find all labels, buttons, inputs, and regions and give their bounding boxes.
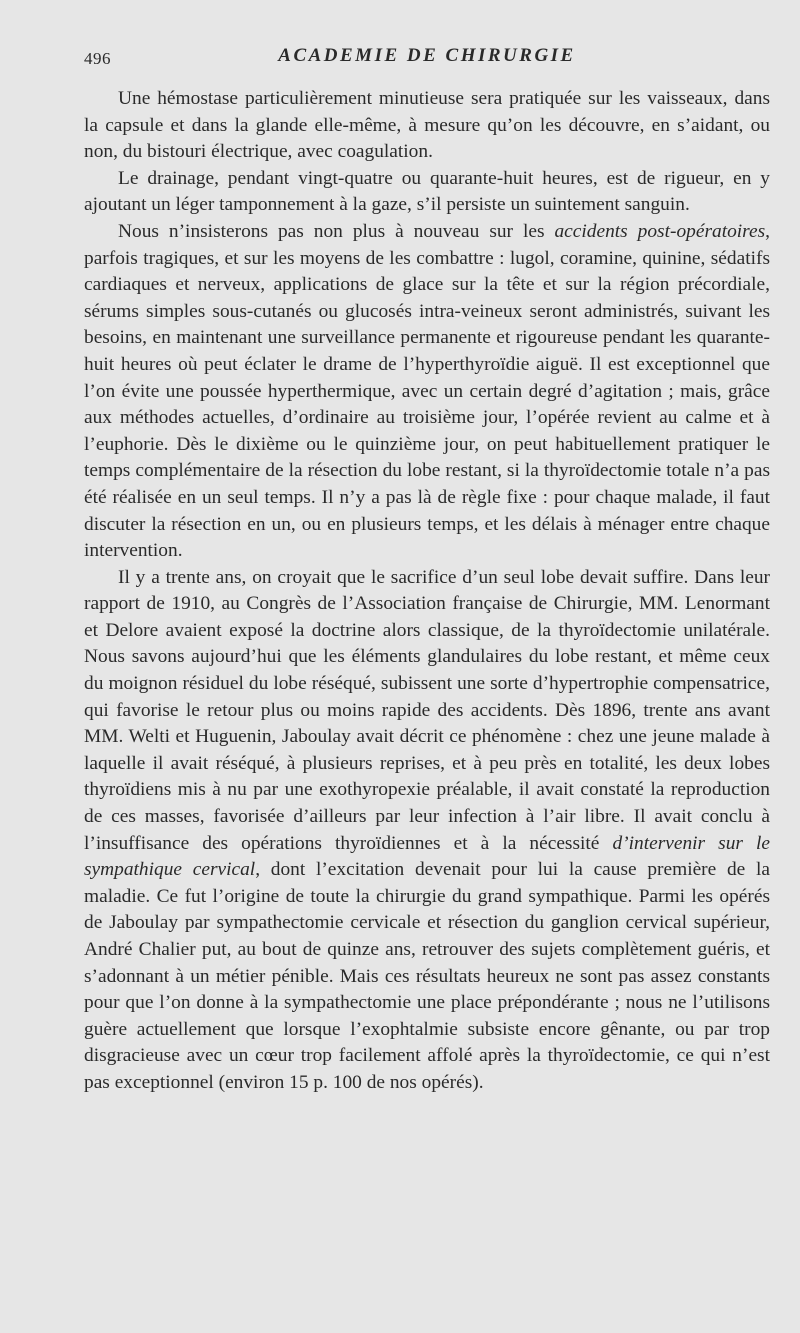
paragraph-text-end: , dont l’excitation devenait pour lui la cause première de la maladie. Ce fut l’origine de toute la chirurgie du grand sympathique. Parmi les opérés de Jaboulay par sympathectomie cervicale et résection du ganglion cervical supérieur, André Chalier put, au bout de quinze ans, retrouver des sujets complètement guéris, et s’adonnant à un métier pénible. Mais ces résultats heureux ne sont pas assez constants pour que l’on donne à la sympathectomie une place prépondérante ; nous ne l’utilisons guère actuellement que lorsque l’exophtalmie subsiste encore gênante, ou par trop disgracieuse avec un cœur trop facilement affolé après la thyroïdectomie, ce qui n’est pas exceptionnel (environ 15 p. 100 de nos opérés).	[84, 859, 770, 1093]
italic-term: d’intervenir sur le sympathique cervical	[84, 832, 770, 881]
paragraph-history	[84, 565, 770, 1097]
running-title: ACADEMIE DE CHIRURGIE	[278, 45, 576, 66]
paragraph-text-start: Il y a trente ans, on croyait que le sacrifice d’un seul lobe devait suffire. Dans leur rapport de 1910, au Congrès de l’Association française de Chirurgie, MM. Lenormant et Delore avaient exposé la doctrine alors classique, de la thyroïdectomie unilatérale. Nous savons aujourd’hui que les éléments glandulaires du lobe restant, et même ceux du moignon résiduel du lobe réséqué, subissent une sorte d’hypertrophie compensatrice, qui favorise le retour plus ou moins rapide des accidents. Dès 1896, trente ans avant MM. Welti et Huguenin, Jaboulay avait décrit ce phénomène : chez une jeune malade à laquelle il avait réséqué, à plusieurs reprises, et à peu près en totalité, les deux lobes thyroïdiens mis à nu par une exothyropexie préalable, il avait constaté la reproduction de ces masses, favorisée d’ailleurs par leur infection à l’air libre. Il avait conclu à l’insuffisance des opérations thyroïdiennes et à la nécessité	[84, 566, 770, 854]
italic-term: accidents post-opératoires	[554, 220, 766, 242]
paragraph-text-start: Nous n’insisterons pas non plus à nouveau sur les	[118, 220, 555, 242]
paragraph-post-operative-accidents	[84, 219, 770, 565]
body-text	[84, 86, 770, 1097]
page-number: 496	[84, 49, 111, 68]
paragraph-text-end: , parfois tragiques, et sur les moyens de les combattre : lugol, coramine, quinine, sédatifs cardiaques et nerveux, applications de glace sur la tête et sur la région précordiale, sérums simples sous-cutanés ou glucosés intra-veineux seront administrés, suivant les besoins, en maintenant une surveillance permanente et rigoureuse pendant les quarante-huit heures où peut éclater le drame de l’hyperthyroïdie aiguë. Il est exceptionnel que l’on évite une poussée hyperthermique, avec un certain degré d’agitation ; mais, grâce aux méthodes actuelles, d’ordinaire au troisième jour, l’opérée revient au calme et à l’euphorie. Dès le dixième ou le quinzième jour, on peut habituellement pratiquer le temps complémentaire de la résection du lobe restant, si la thyroïdectomie totale n’a pas été réalisée en un seul temps. Il n’y a pas là de règle fixe : pour chaque malade, il faut discuter la résection en un, ou en plusieurs temps, et les délais à ménager entre chaque intervention.	[84, 220, 770, 562]
page-header	[84, 45, 770, 75]
paragraph-hemostasis: Une hémostase particulièrement minutieuse sera pratiquée sur les vaisseaux, dans la capsule et dans la glande elle-même, à mesure qu’on les découvre, en s’aidant, ou non, du bistouri électrique, avec coagulation.	[84, 88, 770, 163]
paragraph-drainage: Le drainage, pendant vingt-quatre ou quarante-huit heures, est de rigueur, en y ajoutant un léger tamponnement à la gaze, s’il persiste un suintement sanguin.	[84, 167, 770, 216]
